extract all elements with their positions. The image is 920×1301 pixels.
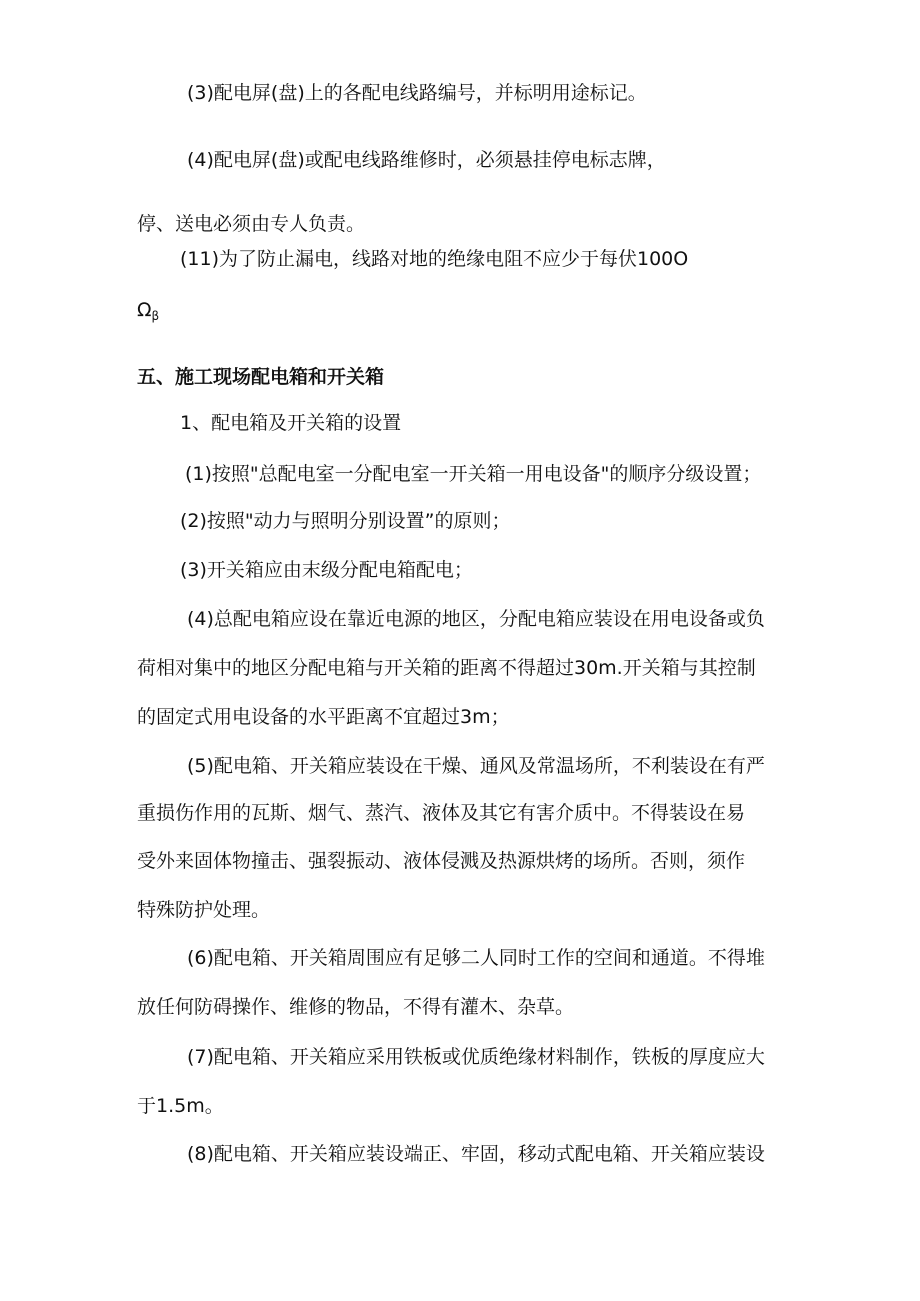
omega-symbol: Ω — [137, 299, 152, 321]
paragraph-line: 于1.5m。 — [137, 1095, 224, 1117]
paragraph-line: 荷相对集中的地区分配电箱与开关箱的距离不得超过30m.开关箱与其控制 — [137, 657, 756, 679]
paragraph-line — [137, 297, 159, 329]
paragraph-line: (3)开关箱应由末级分配电箱配电； — [180, 559, 473, 581]
beta-subscript: β — [151, 309, 160, 323]
paragraph-line: 受外来固体物撞击、强裂振动、液体侵溅及热源烘烤的场所。否则，须作 — [137, 850, 746, 872]
paragraph-line: (3)配电屏(盘)上的各配电线路编号，并标明用途标记。 — [187, 82, 647, 104]
paragraph-line: (4)总配电箱应设在靠近电源的地区，分配电箱应装设在用电设备或负 — [187, 608, 765, 630]
paragraph-line: (4)配电屏(盘)或配电线路维修时，必须悬挂停电标志牌， — [187, 149, 666, 171]
section-heading: 五、施工现场配电箱和开关箱 — [137, 366, 385, 388]
paragraph-line: (1)按照"总配电室一分配电室一开关箱一用电设备"的顺序分级设置； — [185, 463, 762, 485]
paragraph-line: 的固定式用电设备的水平距离不宜超过3m； — [137, 706, 510, 728]
paragraph-line: (5)配电箱、开关箱应装设在干燥、通风及常温场所，不利装设在有严 — [187, 755, 765, 777]
paragraph-line: 放任何防碍操作、维修的物品，不得有灌木、杂草。 — [137, 996, 575, 1018]
paragraph-line: 特殊防护处理。 — [137, 899, 271, 921]
paragraph-line: (7)配电箱、开关箱应采用铁板或优质绝缘材料制作，铁板的厚度应大 — [187, 1046, 765, 1068]
paragraph-line: (8)配电箱、开关箱应装设端正、牢固，移动式配电箱、开关箱应装设 — [187, 1143, 765, 1165]
paragraph-line: (11)为了防止漏电，线路对地的绝缘电阻不应少于每伏100O — [180, 248, 689, 270]
paragraph-line: (2)按照"动力与照明分别设置”的原则； — [180, 510, 511, 532]
paragraph-line: 重损伤作用的瓦斯、烟气、蒸汽、液体及其它有害介质中。不得装设在易 — [137, 802, 746, 824]
subsection-heading: 1、配电箱及开关箱的设置 — [180, 412, 402, 434]
paragraph-line: 停、送电必须由专人负责。 — [137, 213, 366, 235]
paragraph-line: (6)配电箱、开关箱周围应有足够二人同时工作的空间和通道。不得堆 — [187, 947, 765, 969]
